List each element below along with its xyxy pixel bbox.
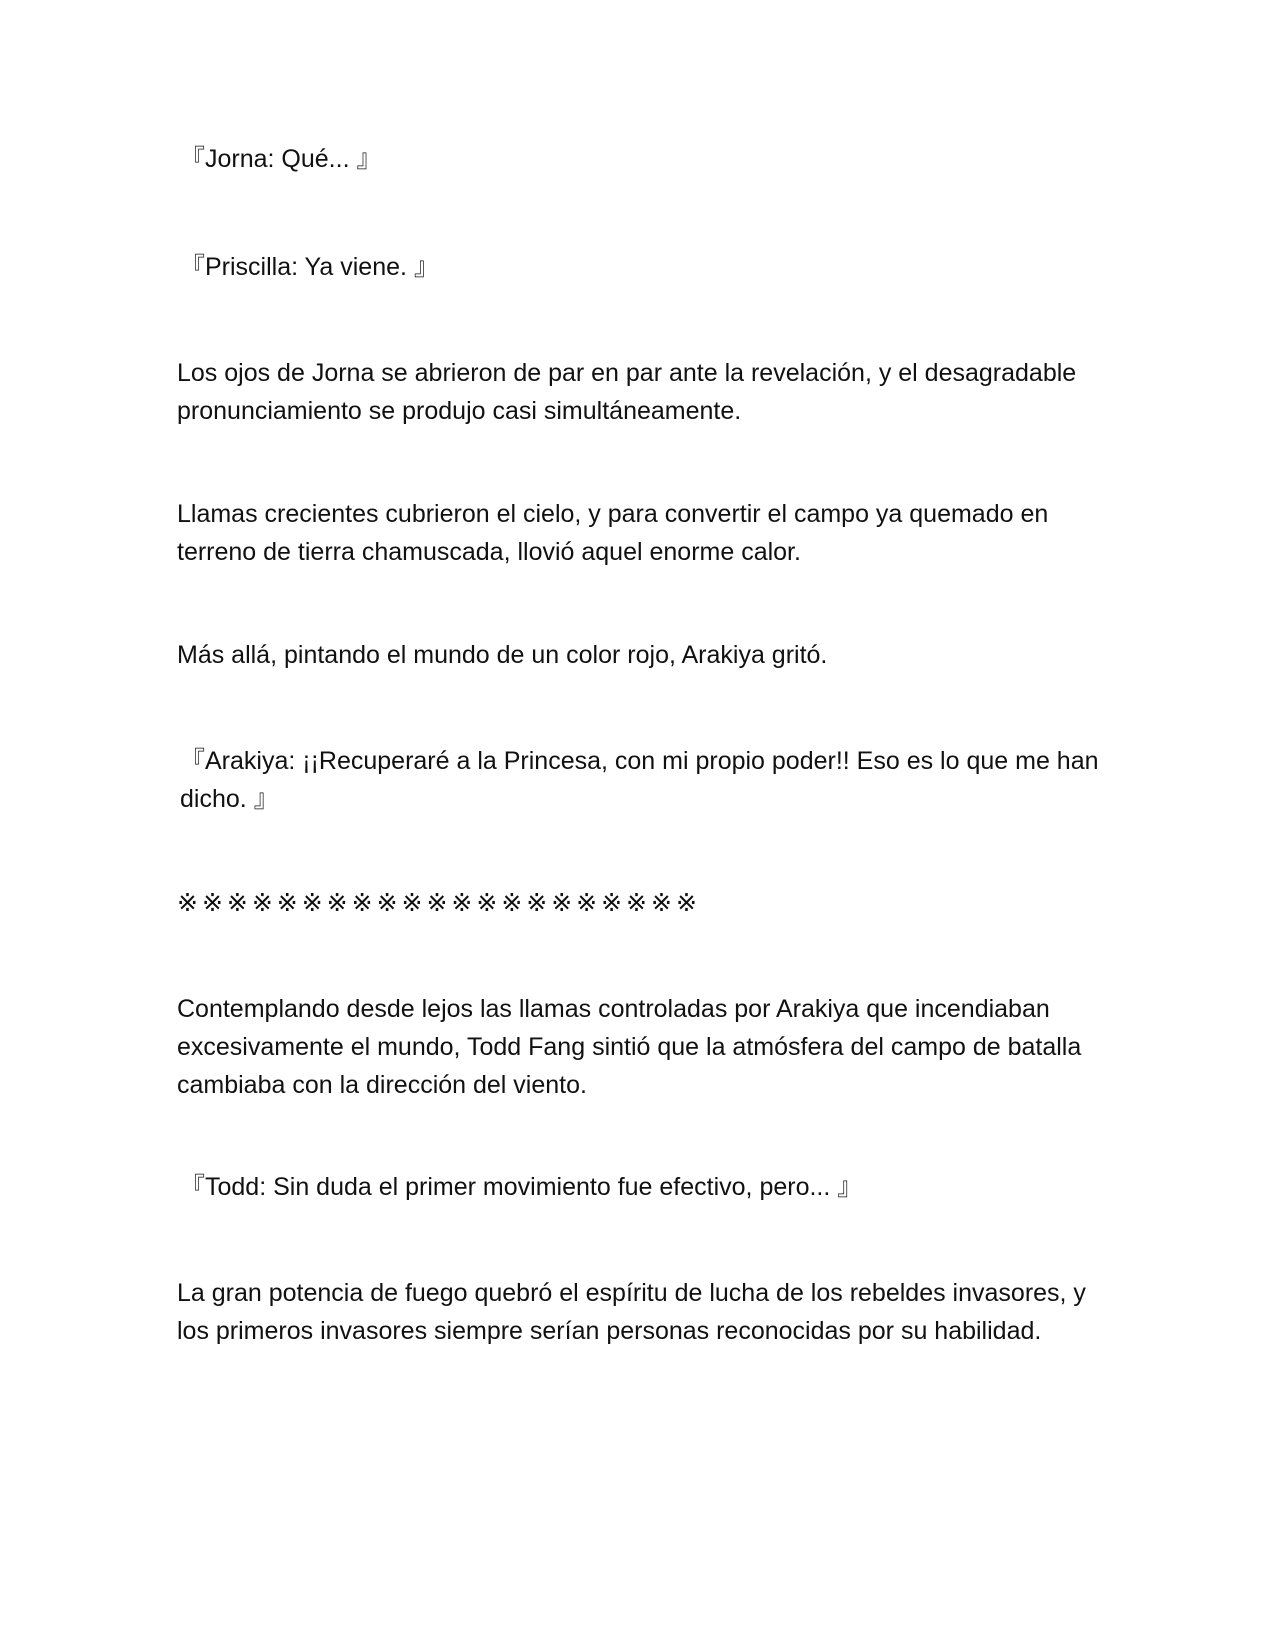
dialogue-priscilla: 『Priscilla: Ya viene. 』: [180, 253, 439, 281]
section-separator: ※※※※※※※※※※※※※※※※※※※※※: [177, 888, 701, 917]
paragraph-firepower: La gran potencia de fuego quebró el espíritu de lucha de los rebeldes invasores, y los primeros invasores siempre serían personas reconocidas por su habilidad.: [177, 1279, 1086, 1345]
paragraph-arakiya-shout: Más allá, pintando el mundo de un color rojo, Arakiya gritó.: [177, 641, 828, 669]
dialogue-arakiya: 『Arakiya: ¡¡Recuperaré a la Princesa, con mi propio poder!! Eso es lo que me han dicho. 』: [180, 747, 1099, 813]
paragraph-todd-observes: Contemplando desde lejos las llamas controladas por Arakiya que incendiaban excesivamente el mundo, Todd Fang sintió que la atmósfera del campo de batalla cambiaba con la dirección del viento.: [177, 995, 1082, 1099]
paragraph-flames: Llamas crecientes cubrieron el cielo, y para convertir el campo ya quemado en terreno de tierra chamuscada, llovió aquel enorme calor.: [177, 500, 1049, 566]
dialogue-jorna: 『Jorna: Qué... 』: [180, 145, 382, 173]
paragraph-revelation: Los ojos de Jorna se abrieron de par en par ante la revelación, y el desagradable pronunciamiento se produjo casi simultáneamente.: [177, 359, 1077, 425]
dialogue-todd: 『Todd: Sin duda el primer movimiento fue efectivo, pero... 』: [180, 1173, 863, 1201]
